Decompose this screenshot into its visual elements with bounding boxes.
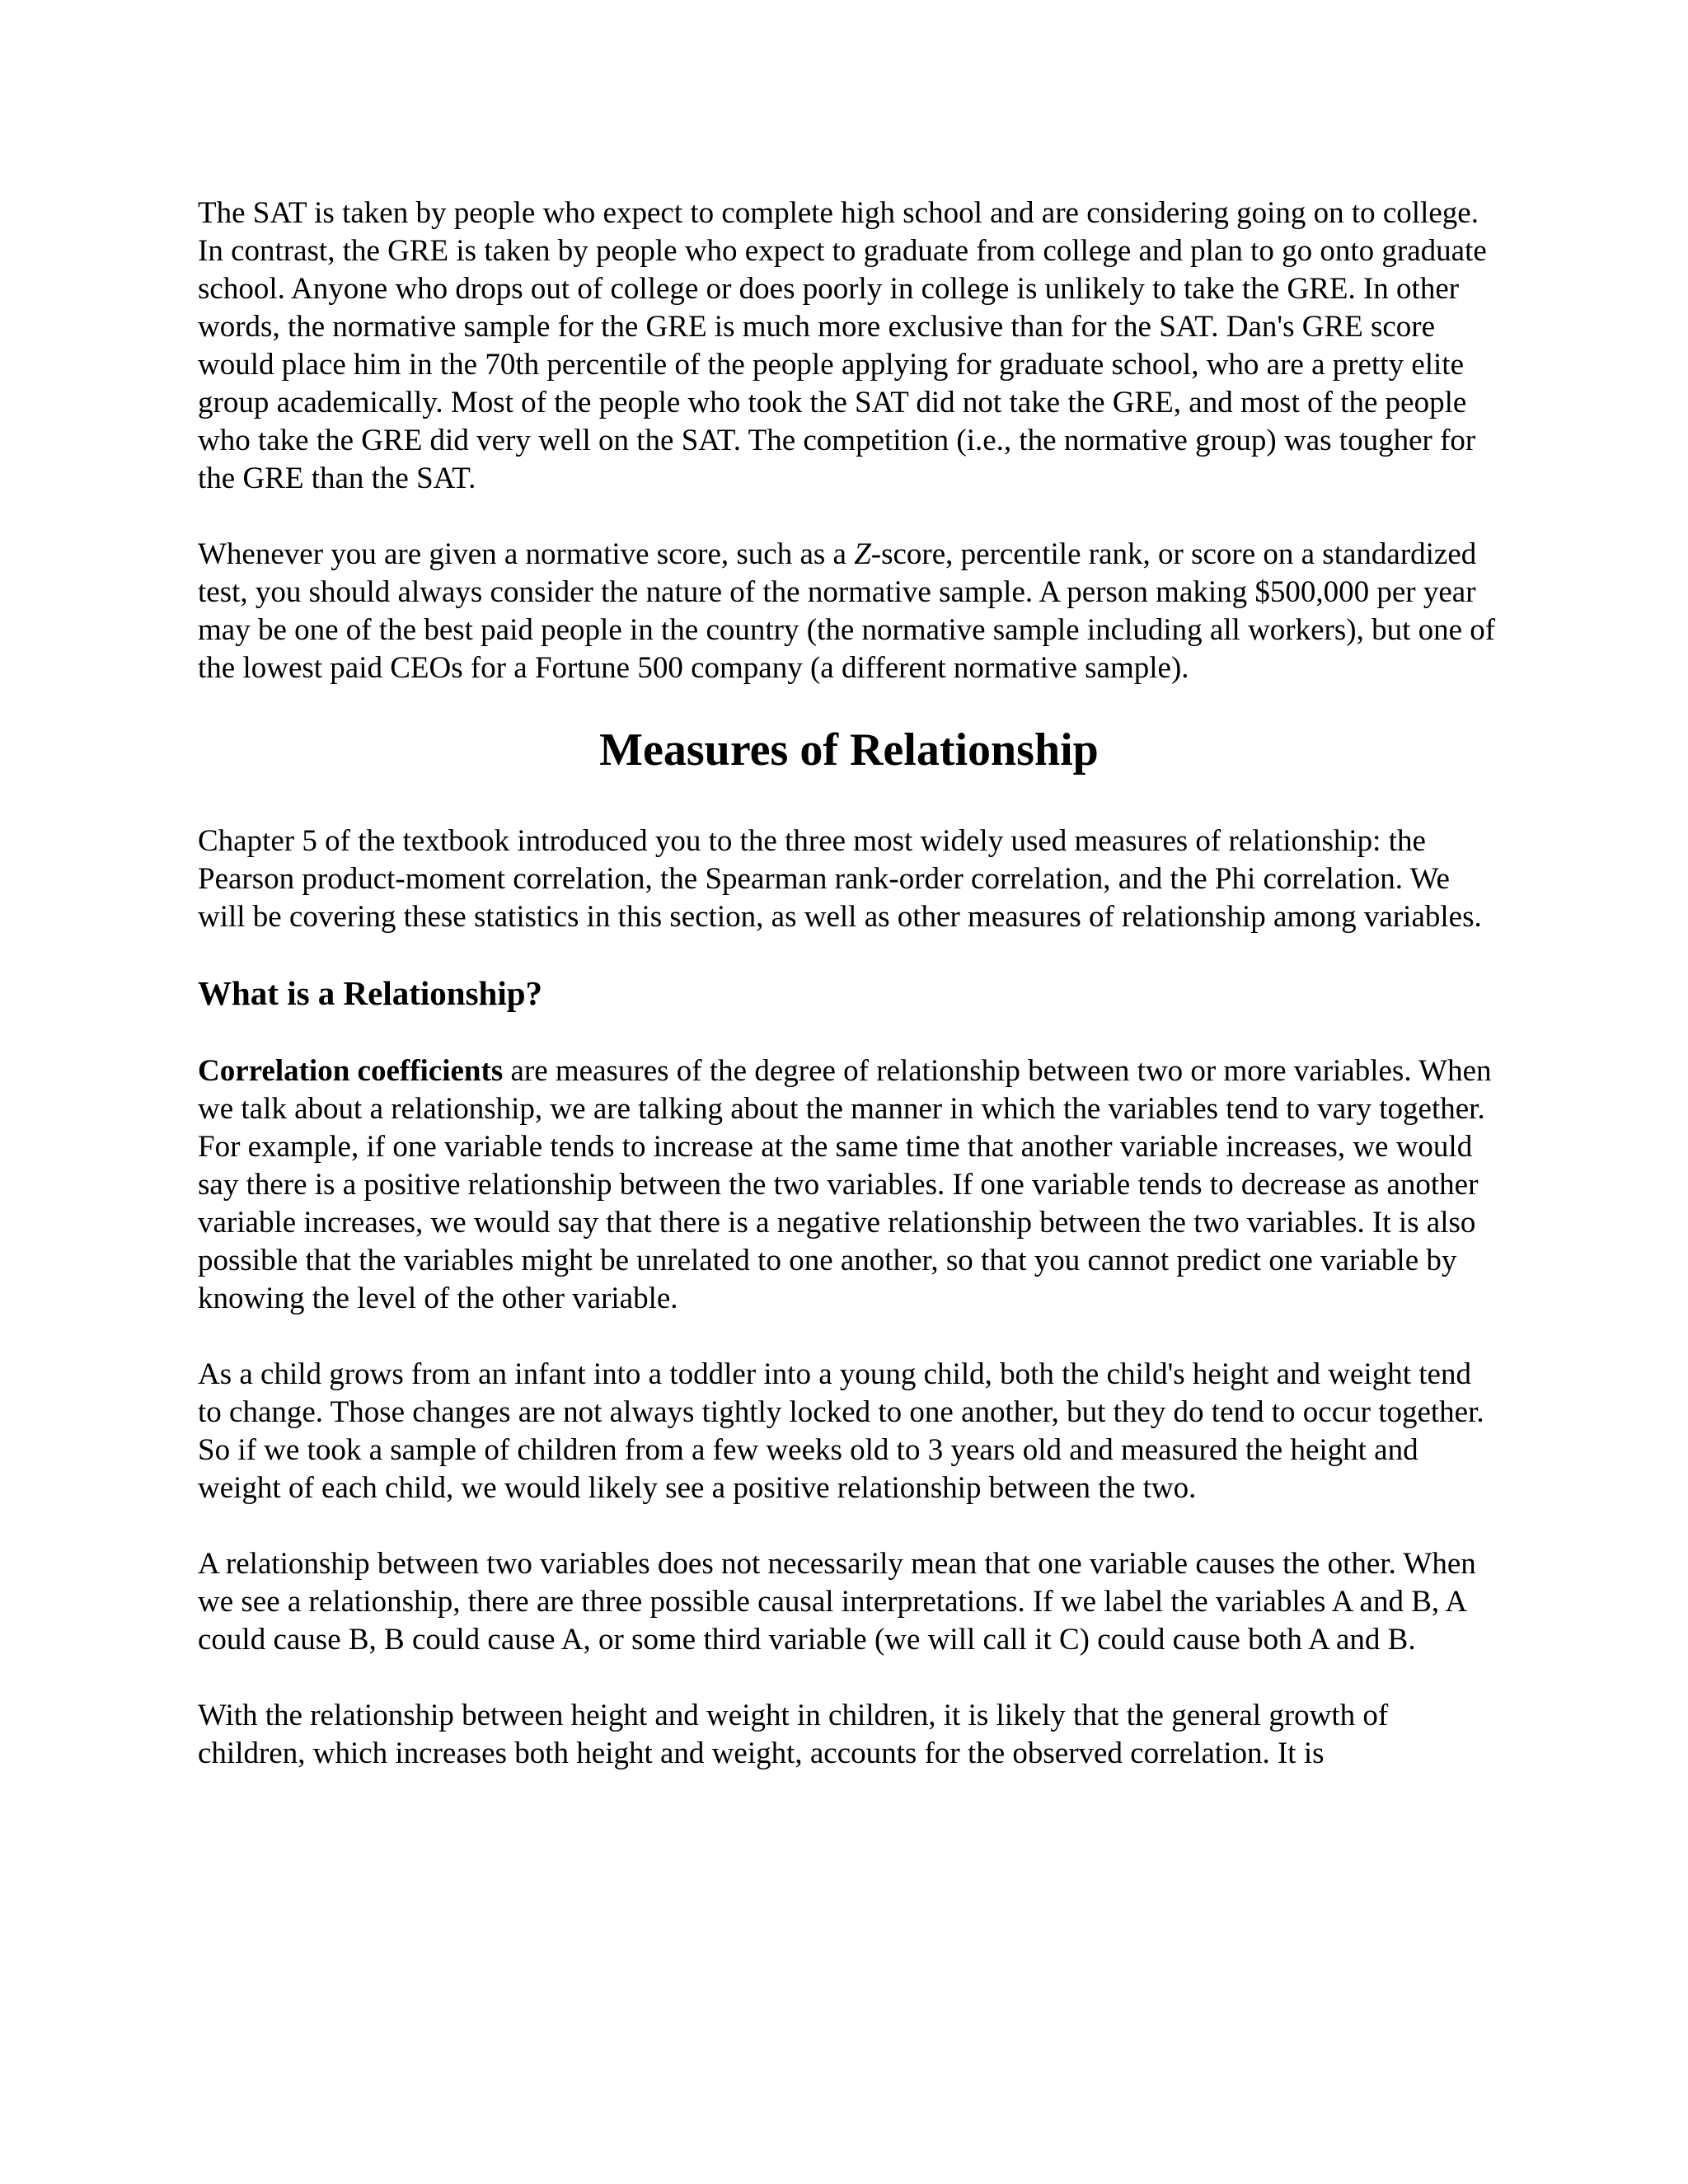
subsection-title: What is a Relationship?: [198, 974, 543, 1012]
document-page: [198, 194, 1500, 1811]
paragraph-normative-score: [198, 536, 1500, 687]
normative-text-before: Whenever you are given a normative score, such as a: [198, 537, 855, 571]
paragraph-intro: Chapter 5 of the textbook introduced you to the three most widely used measures of relationship: the Pearson product-moment correlation, the Spearman rank-order correlation, and the Phi correlation. We will be covering these statistics in this section, as well as other measures of relationship among variables.: [198, 824, 1482, 934]
paragraph-causal: A relationship between two variables does not necessarily mean that one variable causes the other. When we see a relationship, there are three possible causal interpretations. If we label the variables A and B, A could cause B, B could cause A, or some third variable (we will call it C) could cause both A and B.: [198, 1547, 1476, 1657]
paragraph-sat-gre: The SAT is taken by people who expect to complete high school and are considering going on to college. In contrast, the GRE is taken by people who expect to graduate from college and plan to go onto graduate school. Anyone who drops out of college or does poorly in college is unlikely to take the GRE. In other words, the normative sample for the GRE is much more exclusive than for the SAT. Dan's GRE score would place him in the 70th percentile of the people applying for graduate school, who are a pretty elite group academically. Most of the people who took the SAT did not take the GRE, and most of the people who take the GRE did very well on the SAT. The competition (i.e., the normative group) was tougher for the GRE than the SAT.: [198, 196, 1487, 495]
paragraph-child-growth: As a child grows from an infant into a toddler into a young child, both the child's height and weight tend to change. Those changes are not always tightly locked to one another, but they do tend to occur together. So if we took a sample of children from a few weeks old to 3 years old and measured the height and weight of each child, we would likely see a positive relationship between the two.: [198, 1357, 1484, 1505]
paragraph-correlation: [198, 1052, 1500, 1318]
z-italic: Z: [854, 537, 871, 571]
section-title: Measures of Relationship: [599, 724, 1099, 776]
correlation-text: are measures of the degree of relationship between two or more variables. When we talk about a relationship, we are talking about the manner in which the variables tend to vary together. For example, if one variable tends to increase at the same time that another variable increases, we would say there is a positive relationship between the two variables. If one variable tends to decrease as another variable increases, we would say that there is a negative relationship between the two variables. It is also possible that the variables might be unrelated to one another, so that you cannot predict one variable by knowing the level of the other variable.: [198, 1054, 1492, 1315]
correlation-term: Correlation coefficients: [198, 1054, 504, 1088]
normative-text-after: -score, percentile rank, or score on a standardized test, you should always consider the nature of the normative sample. A person making $500,000 per year may be one of the best paid people in the country (the normative sample including all workers), but one of the lowest paid CEOs for a Fortune 500 company (a different normative sample).: [198, 537, 1496, 685]
paragraph-height-weight: With the relationship between height and weight in children, it is likely that the general growth of children, which increases both height and weight, accounts for the observed correlation. It is: [198, 1699, 1389, 1770]
